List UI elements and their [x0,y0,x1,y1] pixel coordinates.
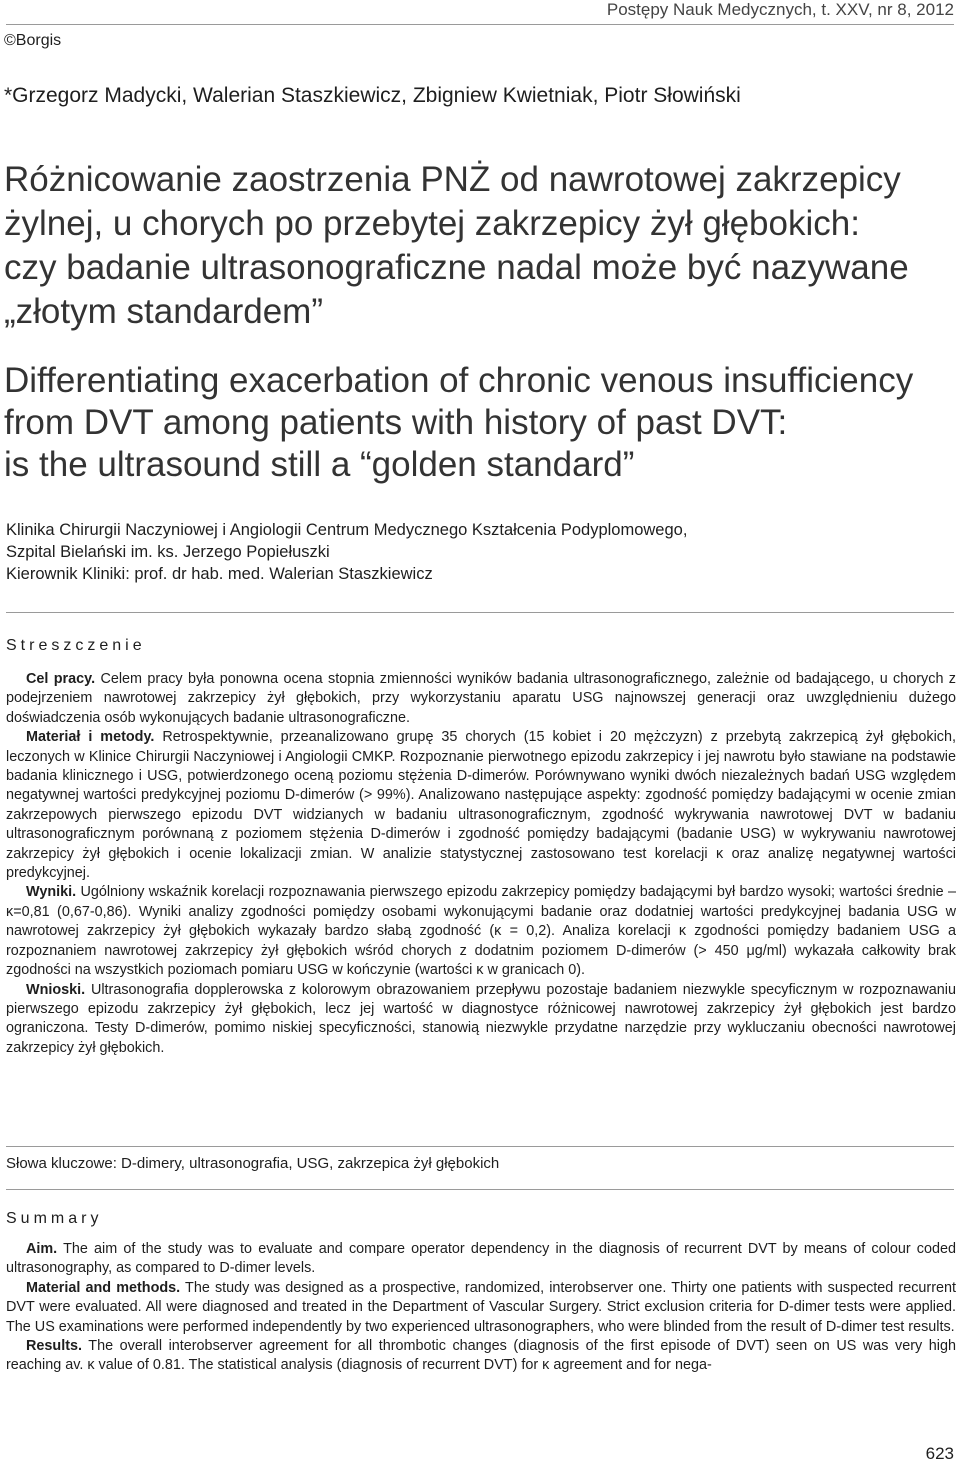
paragraph-text: Celem pracy była ponowna ocena stopnia zmienności wyników badania ultrasonograficznego, zależnie od badającego, u chorych z podejrzeniem nawrotowej zakrzepicy żył głębokich, przy wykorzystaniu aparatu USG najnowszej generacji oraz uwzględnieniu dużego doświadczenia osób wykonujących badanie ultrasonograficzne. [6,671,956,726]
paragraph-label: Wyniki. [26,884,77,901]
paragraph-label: Materiał i metody. [26,729,155,746]
title-pl-line: Różnicowanie zaostrzenia PNŻ od nawrotowej zakrzepicy [4,160,901,199]
title-en-line: Differentiating exacerbation of chronic venous insufficiency [4,361,914,400]
affiliation-line: Szpital Bielański im. ks. Jerzego Popiełuszki [6,543,330,561]
title-english [4,360,954,486]
abstract-paragraph [6,728,956,883]
paragraph-label: Aim. [26,1241,58,1257]
keywords-rule [6,1146,954,1147]
paragraph-label: Cel pracy. [26,671,96,687]
paragraph-text: The overall interobserver agreement for all thrombotic changes (diagnosis of the first episode of DVT) seen on US was very high reaching av. κ value of 0.81. The statistical analysis (diagnosis of recurrent DVT) for κ agreement and for nega- [6,1338,956,1374]
paragraph-label: Material and methods. [26,1279,181,1296]
abstract-paragraph [6,1240,956,1279]
paragraph-text: Ugólniony wskaźnik korelacji rozpoznawania pierwszego epizodu zakrzepicy pomiędzy badającymi był bardzo wysoki; wartości średnie – κ=0,81 (0,67-0,86). Wyniki analizy zgodności pomiędzy osobami wykonującymi badanie oraz dodatniej wartości predykcyjnej badania USG w nawrotowej zakrzepicy żył głębokich wykazały bardzo słabą zgodność (κ = 0,2). Analiza korelacji κ zgodności pomiędzy badaniem USG a rozpoznaniem nawrotowej zakrzepicy żył głębokich wśród chorych z dodatnim poziomem D-dimerów (> 450 μg/ml) wykazała całkowity brak zgodności na wszystkich poziomach pomiaru USG w kończynie (wartości κ w granicach 0). [6,884,956,979]
authors: *Grzegorz Madycki, Walerian Staszkiewicz, Zbigniew Kwietniak, Piotr Słowiński [4,84,741,107]
paragraph-text: The aim of the study was to evaluate and compare operator dependency in the diagnosis of recurrent DVT by means of colour coded ultrasonography, as compared to D-dimer levels. [6,1241,956,1277]
abstract-paragraph [6,1279,956,1337]
summary-heading: Summary [6,1210,103,1227]
abstract-paragraph [6,883,956,980]
title-pl-line: czy badanie ultrasonograficzne nadal może być nazywane [4,248,909,287]
title-en-line: is the ultrasound still a “golden standard” [4,445,635,484]
abstract-paragraph [6,981,956,1059]
keywords-rule-bottom [6,1189,954,1190]
copyright-notice: ©Borgis [4,32,62,49]
abstract-paragraph [6,670,956,728]
paragraph-label: Results. [26,1338,82,1355]
title-en-line: from DVT among patients with history of past DVT: [4,403,788,442]
paragraph-text: Ultrasonografia dopplerowska z kolorowym obrazowaniem przepływu pozostaje badaniem niezwykle specyficznym w rozpoznawaniu pierwszego epizodu zakrzepicy żył głębokich, lecz jej wartość w diagnostyce różnicowej nawrotowej zakrzepicy żył głębokich jest bardzo ograniczona. Testy D-dimerów, pomimo niskiej specyficzności, stanowią niezwykle przydatne narzędzie przy wykluczaniu obecności nawrotowej zakrzepicy żył głębokich. [6,981,956,1056]
paragraph-text: Retrospektywnie, przeanalizowano grupę 35 chorych (15 kobiet i 20 mężczyzn) z przebytą zakrzepicą żył głębokich, leczonych w Klinice Chirurgii Naczyniowej i Angiologii CMKP. Rozpoznanie pierwotnego epizodu zakrzepicy i jej nawrotu było stawiane na podstawie badania klinicznego i USG, potwierdzonego oceną poziomu stężenia D-dimerów. Porównywano wyniki dwóch niezależnych badań USG względem negatywnej wartości predykcyjnej poziomu D-dimerów (> 99%). Analizowano następujące aspekty: zgodność pomiędzy badającymi w ocenie zmian zakrzepowych pierwszego epizodu DVT widzianych w badaniu ultrasonograficznym, zgodność wykrywania nawrotowej DVT w badaniu ultrasonograficznym porównaną z poziomem stężenia D-dimerów i zgodność pomiędzy badającymi (badanie USG) w wykrywaniu nawrotowej zakrzepicy żył głębokich i ocenie lokalizacji zmian. W analizie statystycznej zastosowano test korelacji κ oraz analizę negatywnej wartości predykcyjnej. [6,729,956,882]
streszczenie-body [6,670,956,1058]
keywords: Słowa kluczowe: D-dimery, ultrasonografia, USG, zakrzepica żył głębokich [6,1155,500,1172]
affiliation-line: Klinika Chirurgii Naczyniowej i Angiologii Centrum Medycznego Kształcenia Podyplomowego, [6,521,688,539]
streszczenie-heading: Streszczenie [6,637,146,654]
affiliation [6,519,687,585]
header-rule [6,24,954,25]
paragraph-text: The study was designed as a prospective, randomized, interobserver one. Thirty one patients with suspected recurrent DVT were evaluated. All were diagnosed and treated in the Department of Vascular Surgery. Strict exclusion criteria for D-dimer tests were applied. The US examinations were performed independently by two experienced ultrasonographers, who were blinded from the result of D-dimer test results. [6,1279,956,1335]
section-rule [6,612,954,613]
affiliation-line: Kierownik Kliniki: prof. dr hab. med. Walerian Staszkiewicz [6,565,433,583]
summary-body [6,1240,956,1376]
abstract-paragraph [6,1337,956,1376]
journal-citation: Postępy Nauk Medycznych, t. XXV, nr 8, 2012 [606,0,954,19]
paragraph-label: Wnioski. [26,981,86,998]
title-polish [4,158,954,334]
title-pl-line: żylnej, u chorych po przebytej zakrzepicy żył głębokich: [4,204,860,243]
page-number: 623 [925,1444,954,1463]
title-pl-line: „złotym standardem” [4,292,323,331]
